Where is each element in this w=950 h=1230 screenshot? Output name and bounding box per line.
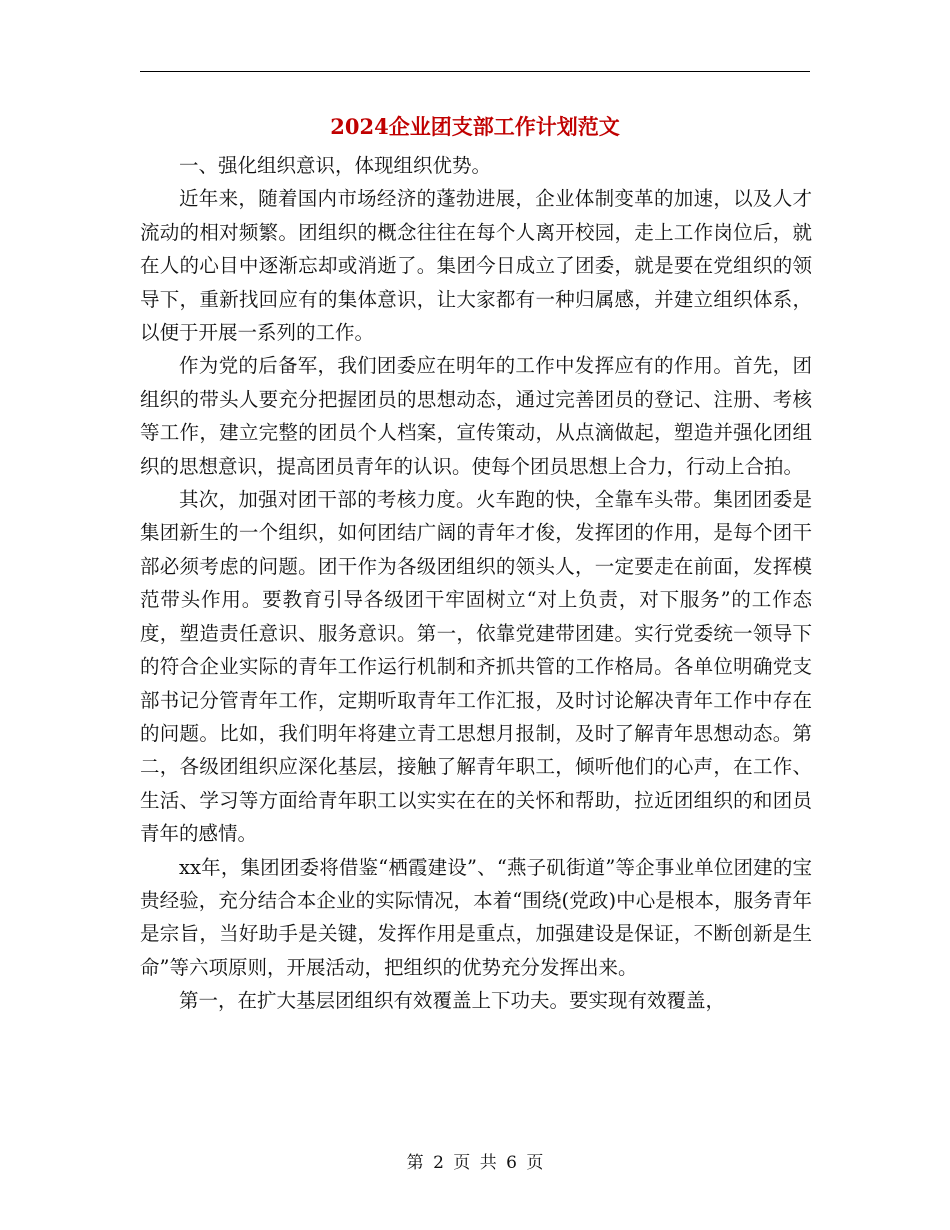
- paragraph: 其次，加强对团干部的考核力度。火车跑的快，全靠车头带。集团团委是集团新生的一个组织，如何团结广阔的青年才俊，发挥团的作用，是每个团干部必须考虑的问题。团干作为各级团组织的领头人，一定要走在前面，发挥模范带头作用。要教育引导各级团干牢固树立“对上负责，对下服务”的工作态度，塑造责任意识、服务意识。第一，依靠党建带团建。实行党委统一领导下的符合企业实际的青年工作运行机制和齐抓共管的工作格局。各单位明确党支部书记分管青年工作，定期听取青年工作汇报，及时讨论解决青年工作中存在的问题。比如，我们明年将建立青工思想月报制，及时了解青年思想动态。第二，各级团组织应深化基层，接触了解青年职工，倾听他们的心声，在工作、生活、学习等方面给青年职工以实实在在的关怀和帮助，拉近团组织的和团员青年的感情。: [140, 488, 812, 846]
- paragraph: xx年，集团团委将借鉴“栖霞建设”、“燕子矶街道”等企事业单位团建的宝贵经验，充分结合本企业的实际情况，本着“围绕(党政)中心是根本，服务青年是宗旨，当好助手是关键，发挥作用是重点，加强建设是保证，不断创新是生命”等六项原则，开展活动，把组织的优势充分发挥出来。: [140, 855, 812, 979]
- paragraph: 一、强化组织意识，体现组织优势。: [179, 154, 492, 177]
- paragraph: 第一，在扩大基层团组织有效覆盖上下功夫。要实现有效覆盖，: [179, 989, 726, 1013]
- document-body: [140, 149, 812, 1018]
- header-rule: [140, 71, 810, 72]
- document-title: 2024企业团支部工作计划范文: [330, 114, 620, 139]
- paragraph: 作为党的后备军，我们团委应在明年的工作中发挥应有的作用。首先，团组织的带头人要充分把握团员的思想动态，通过完善团员的登记、注册、考核等工作，建立完整的团员个人档案，宣传策动，从点滴做起，塑造并强化团组织的思想意识，提高团员青年的认识。使每个团员思想上合力，行动上合拍。: [140, 354, 812, 478]
- paragraph: 近年来，随着国内市场经济的蓬勃进展，企业体制变革的加速，以及人才流动的相对频繁。团组织的概念往往在每个人离开校园，走上工作岗位后，就在人的心目中逐渐忘却或消逝了。集团今日成立了团委，就是要在党组织的领导下，重新找回应有的集体意识，让大家都有一种归属感，并建立组织体系，以便于开展一系列的工作。: [140, 187, 812, 345]
- page-number-footer: 第 2 页 共 6 页: [406, 1153, 544, 1173]
